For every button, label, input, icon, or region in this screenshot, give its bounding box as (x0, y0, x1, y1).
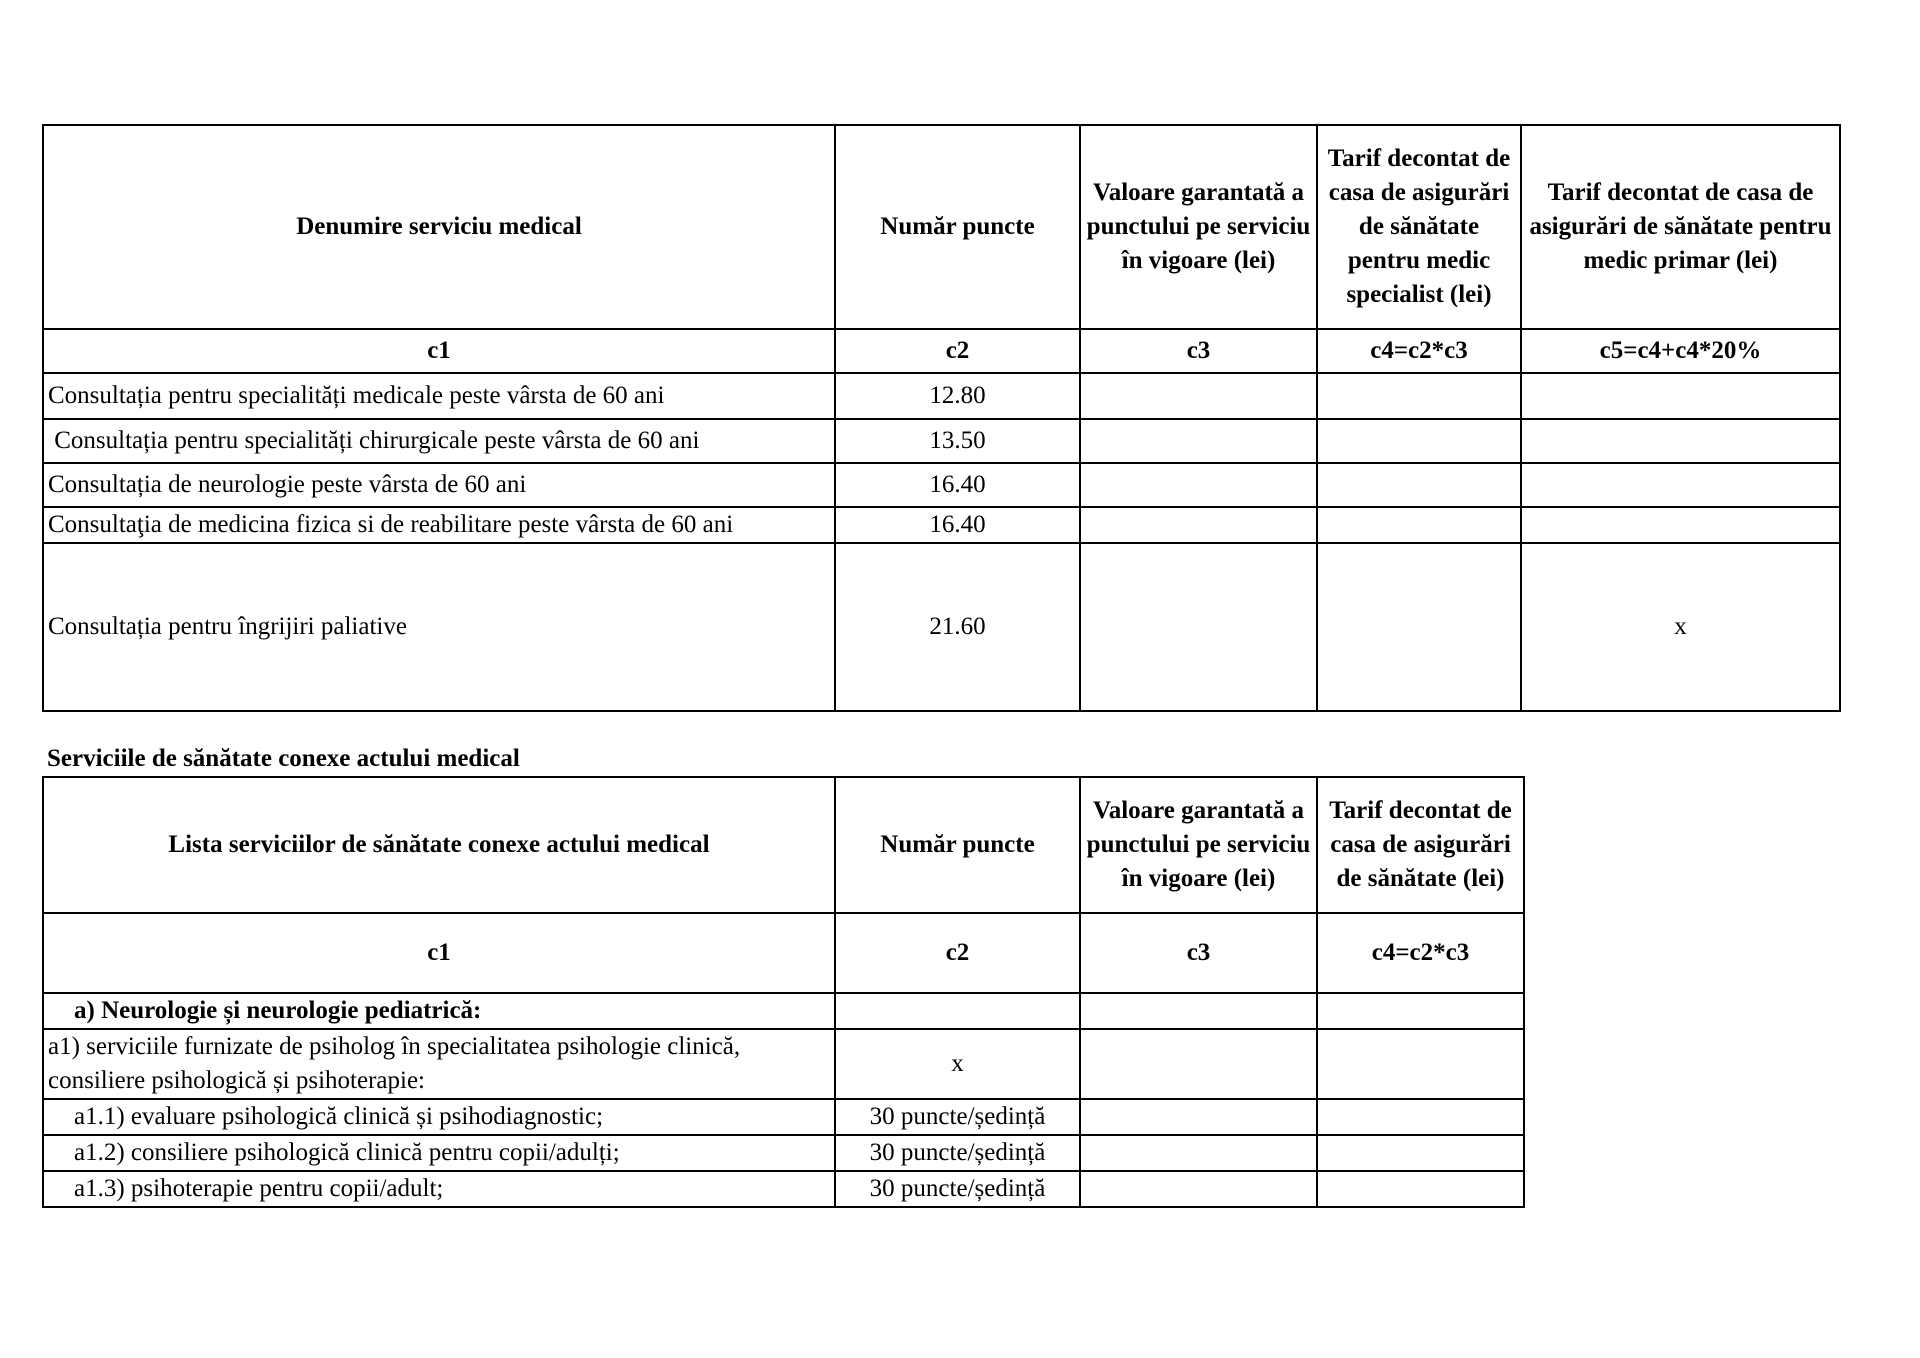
service-name: Consultația pentru specialități medicale peste vârsta de 60 ani (43, 373, 835, 419)
service-name: a1.1) evaluare psihologică clinică și psihodiagnostic; (43, 1099, 835, 1135)
service-c3 (1080, 543, 1317, 711)
service-c4 (1317, 1029, 1524, 1099)
table-row (43, 1135, 1524, 1171)
service-points (835, 993, 1080, 1029)
service-c3 (1080, 1135, 1317, 1171)
service-points: 16.40 (835, 507, 1080, 543)
header-point-value: Valoare garantată a punctului pe serviciu în vigoare (lei) (1080, 777, 1317, 913)
code-c4: c4=c2*c3 (1317, 913, 1524, 993)
service-name: a1.3) psihoterapie pentru copii/adult; (43, 1171, 835, 1207)
table-row (43, 543, 1840, 711)
service-points: 12.80 (835, 373, 1080, 419)
service-c4 (1317, 373, 1521, 419)
service-c4 (1317, 1171, 1524, 1207)
header-points: Număr puncte (835, 777, 1080, 913)
header-point-value: Valoare garantată a punctului pe serviciu în vigoare (lei) (1080, 125, 1317, 329)
service-c4 (1317, 543, 1521, 711)
header-service-name: Denumire serviciu medical (43, 125, 835, 329)
service-c3 (1080, 463, 1317, 507)
table-header-row (43, 777, 1524, 913)
code-c2: c2 (835, 329, 1080, 373)
service-c4 (1317, 993, 1524, 1029)
section-title: Serviciile de sănătate conexe actului medical (47, 745, 520, 772)
service-c3 (1080, 1171, 1317, 1207)
service-c3 (1080, 507, 1317, 543)
service-points: x (835, 1029, 1080, 1099)
code-c3: c3 (1080, 913, 1317, 993)
code-c5: c5=c4+c4*20% (1521, 329, 1840, 373)
service-c3 (1080, 419, 1317, 463)
table-row (43, 1171, 1524, 1207)
table-row (43, 1029, 1524, 1099)
service-name: a) Neurologie și neurologie pediatrică: (43, 993, 835, 1029)
table-row (43, 507, 1840, 543)
service-c5 (1521, 507, 1840, 543)
table-row (43, 463, 1840, 507)
service-c3 (1080, 993, 1317, 1029)
table-code-row (43, 329, 1840, 373)
service-c3 (1080, 1029, 1317, 1099)
service-points: 30 puncte/ședință (835, 1171, 1080, 1207)
service-name: Consultația pentru îngrijiri paliative (43, 543, 835, 711)
service-name: Consultația pentru specialități chirurgicale peste vârsta de 60 ani (43, 419, 835, 463)
table-row (43, 373, 1840, 419)
table-row (43, 993, 1524, 1029)
code-c2: c2 (835, 913, 1080, 993)
service-c5 (1521, 419, 1840, 463)
service-c5: x (1521, 543, 1840, 711)
related-services-table (42, 776, 1525, 1208)
header-primary-tariff: Tarif decontat de casa de asigurări de sănătate pentru medic primar (lei) (1521, 125, 1840, 329)
service-name: Consultaţia de medicina fizica si de reabilitare peste vârsta de 60 ani (43, 507, 835, 543)
code-c4: c4=c2*c3 (1317, 329, 1521, 373)
service-c4 (1317, 1099, 1524, 1135)
medical-services-table (42, 124, 1841, 712)
service-name: a1.2) consiliere psihologică clinică pentru copii/adulți; (43, 1135, 835, 1171)
table-row (43, 1099, 1524, 1135)
service-c4 (1317, 463, 1521, 507)
code-c1: c1 (43, 329, 835, 373)
header-tariff: Tarif decontat de casa de asigurări de sănătate (lei) (1317, 777, 1524, 913)
service-c4 (1317, 507, 1521, 543)
header-specialist-tariff: Tarif decontat de casa de asigurări de sănătate pentru medic specialist (lei) (1317, 125, 1521, 329)
service-points: 13.50 (835, 419, 1080, 463)
service-points: 16.40 (835, 463, 1080, 507)
service-c4 (1317, 419, 1521, 463)
service-points: 21.60 (835, 543, 1080, 711)
service-c3 (1080, 373, 1317, 419)
service-c4 (1317, 1135, 1524, 1171)
table-code-row (43, 913, 1524, 993)
service-name: Consultația de neurologie peste vârsta de 60 ani (43, 463, 835, 507)
service-c3 (1080, 1099, 1317, 1135)
code-c3: c3 (1080, 329, 1317, 373)
header-service-list: Lista serviciilor de sănătate conexe actului medical (43, 777, 835, 913)
service-name: a1) serviciile furnizate de psiholog în specialitatea psihologie clinică, consiliere psihologică și psihoterapie: (43, 1029, 835, 1099)
service-c5 (1521, 373, 1840, 419)
service-points: 30 puncte/ședință (835, 1135, 1080, 1171)
table-header-row (43, 125, 1840, 329)
code-c1: c1 (43, 913, 835, 993)
service-c5 (1521, 463, 1840, 507)
service-points: 30 puncte/ședință (835, 1099, 1080, 1135)
table-row (43, 419, 1840, 463)
header-points: Număr puncte (835, 125, 1080, 329)
